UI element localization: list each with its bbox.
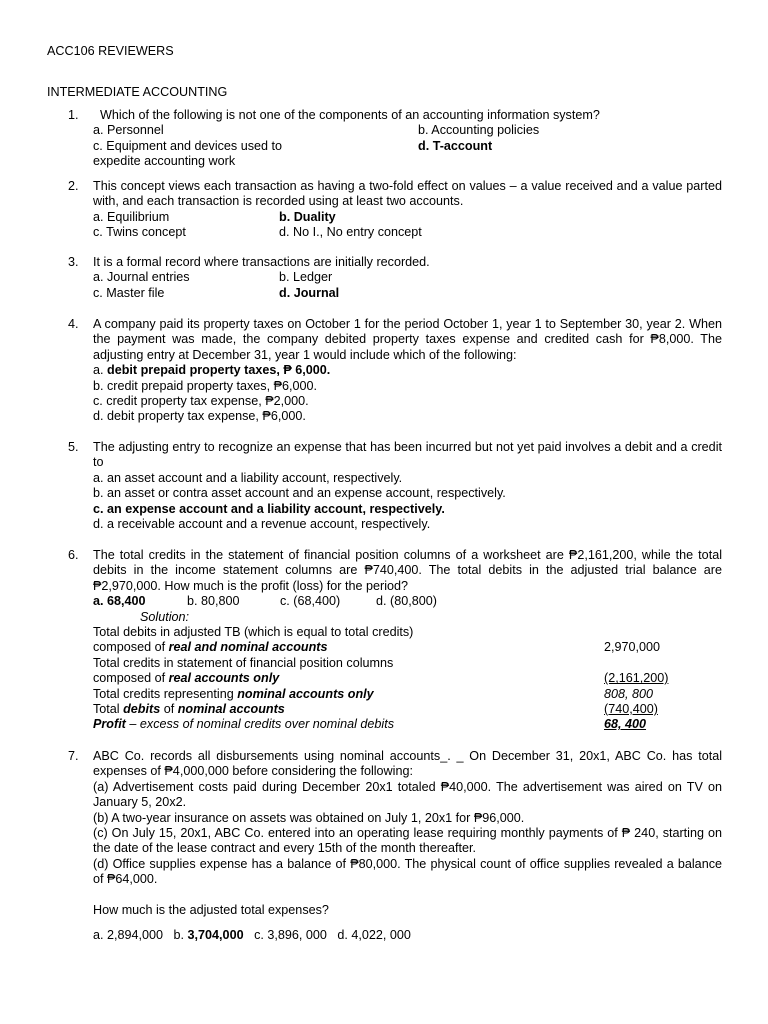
question-1	[68, 108, 722, 170]
question-prompt: How much is the adjusted total expenses?	[93, 902, 329, 917]
solution-text: Total	[93, 702, 124, 716]
option-c: c. (68,400)	[280, 594, 341, 609]
solution-line: Total credits in statement of financial position columns	[93, 655, 394, 670]
solution-line	[93, 717, 722, 732]
solution-line: Total debits in adjusted TB (which is equal to total credits)	[93, 625, 414, 640]
question-stem: It is a formal record where transactions are initially recorded.	[93, 255, 430, 269]
question-stem: The total credits in the statement of financial position columns of a worksheet are ₱2,161,200, while the total debits in the income statement columns are ₱740,400. The total debits in the adjusted trial balance are ₱2,970,000. How much is the profit (loss) for the period?	[93, 548, 722, 593]
option-b: b. Accounting policies	[418, 123, 540, 138]
question-stem: Which of the following is not one of the components of an accounting information system?	[100, 108, 600, 122]
solution-line	[93, 702, 722, 717]
question-stem: A company paid its property taxes on October 1 for the period October 1, year 1 to September 30, year 2. When the payment was made, the company debited property taxes expense and credited cash for ₱8,000. The adjusting entry at December 31, year 1 would include which of the following:	[93, 317, 722, 362]
option-a	[93, 363, 722, 378]
option-c: c. Twins concept	[93, 225, 186, 240]
question-7	[68, 749, 722, 943]
question-number: 3.	[68, 255, 79, 269]
solution-label: Solution:	[140, 609, 190, 624]
question-number: 1.	[68, 108, 79, 122]
question-2	[68, 179, 722, 241]
solution-emphasis: Profit	[93, 717, 126, 732]
question-item-d: (d) Office supplies expense has a balance of ₱80,000. The physical count of office supplies revealed a balance of ₱64,000.	[93, 856, 722, 887]
option-a: a. Equilibrium	[93, 209, 170, 224]
question-item-a: (a) Advertisement costs paid during December 20x1 totaled ₱40,000. The advertisement was aired on TV on January 5, 20x2.	[93, 779, 722, 810]
option-b-answer: 3,704,000	[187, 928, 244, 943]
solution-emphasis: nominal accounts	[177, 702, 285, 716]
option-b: b. credit prepaid property taxes, ₱6,000.	[93, 378, 318, 393]
question-stem: This concept views each transaction as having a two-fold effect on values – a value received and a value parted with, and each transaction is recorded using at least two accounts.	[93, 179, 722, 209]
solution-text: composed of	[93, 671, 169, 686]
option-a: a. Journal entries	[93, 270, 190, 285]
option-d: d. No I., No entry concept	[279, 225, 422, 240]
option-a-answer: debit prepaid property taxes, ₱ 6,000.	[107, 363, 331, 378]
document-title: ACC106 REVIEWERS	[47, 44, 174, 58]
option-b: b. 80,800	[187, 594, 240, 609]
solution-text: – excess of nominal credits over nominal debits	[125, 717, 394, 732]
solution-amount: (740,400)	[604, 702, 658, 716]
solution-line	[93, 687, 722, 702]
solution-emphasis: real accounts only	[168, 671, 280, 686]
solution-amount: 2,970,000	[604, 640, 661, 655]
question-number: 7.	[68, 749, 79, 763]
option-c: c. credit property tax expense, ₱2,000.	[93, 394, 309, 409]
solution-text: of	[160, 702, 178, 716]
question-6	[68, 548, 722, 733]
answer-options	[93, 928, 722, 943]
question-3	[68, 255, 722, 301]
option-c: c. 3,896, 000	[254, 928, 327, 943]
option-b-answer: b. Duality	[279, 209, 336, 224]
solution-answer-amount: 68, 400	[604, 717, 647, 732]
solution-line	[93, 671, 722, 686]
option-b: b. Ledger	[279, 270, 333, 285]
option-d: d. debit property tax expense, ₱6,000.	[93, 409, 306, 424]
question-item-c: (c) On July 15, 20x1, ABC Co. entered into an operating lease requiring monthly payments of ₱ 240, starting on the date of the lease contract and every 15th of the month thereafter.	[93, 826, 722, 856]
option-c: c. Master file	[93, 285, 165, 300]
solution-emphasis: debits	[123, 702, 161, 716]
solution-text: composed of	[93, 640, 169, 655]
option-a-answer: a. 68,400	[93, 594, 146, 609]
solution-emphasis: real and nominal accounts	[168, 640, 328, 655]
question-stem: The adjusting entry to recognize an expense that has been incurred but not yet paid involves a debit and a credit to	[93, 440, 722, 470]
question-number: 5.	[68, 440, 79, 454]
option-a: a. 2,894,000	[93, 928, 164, 943]
option-d: d. 4,022, 000	[337, 928, 411, 943]
question-stem: ABC Co. records all disbursements using nominal accounts_. _ On December 31, 20x1, ABC Co. has total expenses of ₱4,000,000 before considering the following:	[93, 749, 722, 779]
option-a-prefix: a.	[93, 363, 108, 378]
option-c: c. Equipment and devices used to	[93, 138, 283, 153]
question-number: 2.	[68, 179, 79, 193]
solution-amount: (2,161,200)	[604, 671, 669, 686]
option-d-answer: d. T-account	[418, 138, 493, 153]
option-a: a. an asset account and a liability account, respectively.	[93, 470, 403, 485]
option-d-answer: d. Journal	[279, 285, 340, 300]
question-number: 4.	[68, 317, 79, 331]
solution-amount: 808, 800	[604, 686, 654, 701]
option-c-answer: c. an expense account and a liability account, respectively.	[93, 501, 445, 516]
option-b-prefix: b.	[173, 928, 188, 943]
option-d: d. (80,800)	[376, 594, 437, 609]
option-b: b. an asset or contra asset account and an expense account, respectively.	[93, 486, 506, 501]
question-5	[68, 440, 722, 532]
section-heading: INTERMEDIATE ACCOUNTING	[47, 85, 228, 99]
solution-text: Total credits representing	[93, 686, 238, 701]
option-a: a. Personnel	[93, 123, 164, 138]
solution-emphasis: nominal accounts only	[237, 686, 374, 701]
question-number: 6.	[68, 548, 79, 562]
solution-line	[93, 640, 722, 655]
question-4	[68, 317, 722, 425]
option-c-continued: expedite accounting work	[93, 154, 236, 169]
option-d: d. a receivable account and a revenue account, respectively.	[93, 517, 431, 532]
question-item-b: (b) A two-year insurance on assets was obtained on July 1, 20x1 for ₱96,000.	[93, 810, 525, 825]
